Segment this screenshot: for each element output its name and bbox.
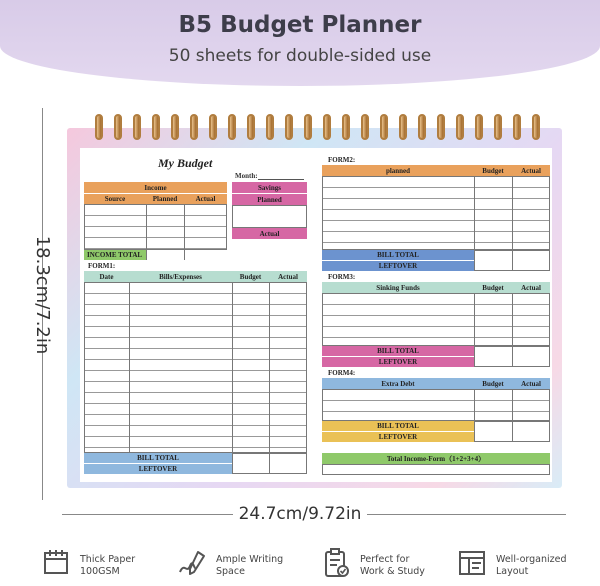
form1-grid: [84, 282, 307, 453]
form2-col-planned: planned: [322, 165, 474, 176]
form2-total-cells: [474, 250, 550, 271]
form1-divider: [232, 282, 233, 474]
spiral-ring: [190, 114, 198, 140]
spiral-binding: [95, 114, 550, 142]
form2-label: FORM2:: [328, 156, 356, 164]
income-total-label: INCOME TOTAL: [84, 250, 146, 260]
spiral-ring: [494, 114, 502, 140]
form2-col-budget: Budget: [474, 165, 512, 176]
income-col-planned: Planned: [146, 194, 184, 204]
spiral-ring: [171, 114, 179, 140]
feature-line1: Well-organized: [496, 554, 567, 565]
spiral-ring: [209, 114, 217, 140]
spiral-ring: [228, 114, 236, 140]
spiral-ring: [95, 114, 103, 140]
form2-leftover: LEFTOVER: [322, 261, 474, 271]
width-label-wrap: [0, 504, 600, 524]
spiral-ring: [532, 114, 540, 140]
feature-line1: Ample Writing: [216, 554, 284, 565]
width-label: 24.7cm/9.72in: [233, 504, 368, 524]
form1-divider: [129, 282, 130, 453]
feature-line2: Work & Study: [360, 566, 425, 577]
spiral-ring: [304, 114, 312, 140]
form4-col-budget: Budget: [474, 378, 512, 389]
income-col-source: Source: [84, 194, 146, 204]
savings-header: Savings: [232, 182, 307, 193]
form4-leftover: LEFTOVER: [322, 432, 474, 442]
feature-line2: Layout: [496, 566, 529, 577]
pen-writing-icon: [178, 548, 206, 578]
spiral-ring: [361, 114, 369, 140]
form1-label: FORM1:: [88, 262, 116, 270]
form3-col-sinking: Sinking Funds: [322, 282, 474, 293]
form4-col-debt: Extra Debt: [322, 378, 474, 389]
spiral-ring: [399, 114, 407, 140]
feature-thick-paper: [42, 548, 172, 582]
spiral-ring: [247, 114, 255, 140]
form2-col-actual: Actual: [512, 165, 550, 176]
income-divider: [146, 204, 147, 260]
planner-heading: My Budget: [158, 156, 213, 170]
header-band: [0, 0, 600, 86]
notebook-icon: [42, 548, 70, 578]
form3-label: FORM3:: [328, 273, 356, 281]
spiral-ring: [133, 114, 141, 140]
month-label: Month:: [235, 172, 258, 180]
form4-label: FORM4:: [328, 369, 356, 377]
form1-col-bills: Bills/Expenses: [129, 271, 232, 282]
form3-col-budget: Budget: [474, 282, 512, 293]
spiral-ring: [114, 114, 122, 140]
spiral-ring: [323, 114, 331, 140]
spiral-ring: [266, 114, 274, 140]
spiral-ring: [152, 114, 160, 140]
spiral-ring: [342, 114, 350, 140]
spiral-ring: [513, 114, 521, 140]
form4-bill-total: BILL TOTAL: [322, 421, 474, 431]
spiral-ring: [380, 114, 388, 140]
feature-writing-space: [178, 548, 308, 582]
form1-divider: [269, 282, 270, 474]
layout-icon: [458, 548, 486, 578]
form3-bill-total: BILL TOTAL: [322, 346, 474, 356]
income-grid: [84, 204, 227, 250]
form1-bill-total: BILL TOTAL: [84, 453, 232, 463]
height-label: 18.3cm/7.2in: [32, 235, 53, 355]
grand-total-cell: [322, 464, 550, 475]
income-col-actual: Actual: [184, 194, 227, 204]
form1-col-date: Date: [84, 271, 129, 282]
feature-organized-layout: [458, 548, 598, 582]
form3-total-cells: [474, 346, 550, 367]
feature-line1: Perfect for: [360, 554, 410, 565]
spiral-ring: [475, 114, 483, 140]
form1-col-budget: Budget: [232, 271, 269, 282]
feature-line2: 100GSM: [80, 566, 120, 577]
grand-total-bar: Total Income-Form（1+2+3+4）: [322, 453, 550, 464]
savings-planned-area: [232, 205, 307, 228]
checklist-icon: [322, 548, 350, 578]
form3-leftover: LEFTOVER: [322, 357, 474, 367]
feature-work-study: [322, 548, 452, 582]
product-title: B5 Budget Planner: [178, 12, 422, 38]
form3-grid: [322, 293, 550, 346]
product-subtitle: 50 sheets for double-sided use: [168, 46, 432, 66]
savings-planned: Planned: [232, 194, 307, 205]
form3-col-actual: Actual: [512, 282, 550, 293]
form1-leftover: LEFTOVER: [84, 464, 232, 474]
form1-total-cells: [232, 453, 307, 474]
form4-grid: [322, 389, 550, 421]
form2-bill-total: BILL TOTAL: [322, 250, 474, 260]
feature-line1: Thick Paper: [80, 554, 136, 565]
form4-col-actual: Actual: [512, 378, 550, 389]
spiral-ring: [285, 114, 293, 140]
spiral-ring: [456, 114, 464, 140]
month-line: [258, 179, 304, 180]
spiral-ring: [418, 114, 426, 140]
feature-line2: Space: [216, 566, 245, 577]
form1-col-actual: Actual: [269, 271, 307, 282]
savings-actual: Actual: [232, 228, 307, 239]
form4-total-cells: [474, 421, 550, 442]
spiral-ring: [437, 114, 445, 140]
form2-grid: [322, 176, 550, 250]
income-header: Income: [84, 182, 227, 193]
income-divider: [184, 204, 185, 260]
